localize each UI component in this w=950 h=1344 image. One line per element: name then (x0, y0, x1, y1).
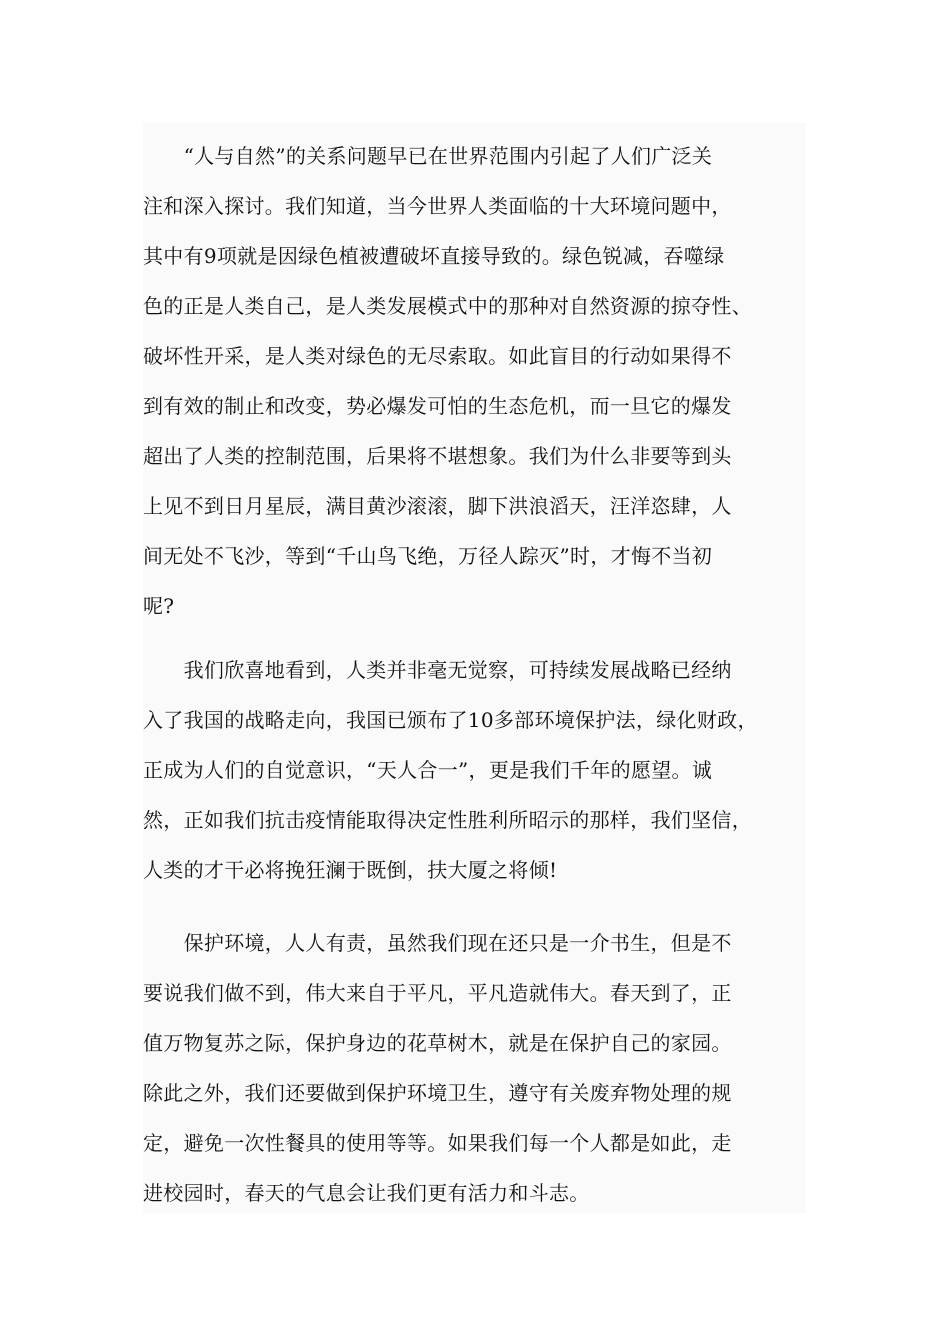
text-line: 间无处不飞沙，等到“千山鸟飞绝，万径人踪灭”时，才悔不当初 (143, 544, 713, 568)
text-line: 上见不到日月星辰，满目黄沙滚滚，脚下洪浪滔天，汪洋恣肆，人 (143, 494, 732, 518)
text-line: 值万物复苏之际，保护身边的花草树木，就是在保护自己的家园。 (143, 1031, 732, 1055)
text-line: 然，正如我们抗击疫情能取得决定性胜利所昭示的那样，我们坚信， (143, 808, 752, 832)
text-block (143, 123, 806, 1213)
text-line: 人类的才干必将挽狂澜于既倒，扶大厦之将倾! (143, 858, 558, 882)
paragraph-3 (143, 918, 732, 1218)
text-line: 正成为人们的自觉意识，“天人合一”，更是我们千年的愿望。诚 (143, 758, 713, 782)
text-line: 除此之外，我们还要做到保护环境卫生，遵守有关废弃物处理的规 (143, 1081, 732, 1105)
text-line: 超出了人类的控制范围，后果将不堪想象。我们为什么非要等到头 (143, 444, 732, 468)
text-line: 其中有9项就是因绿色植被遭破坏直接导致的。绿色锐减，吞噬绿 (143, 244, 725, 268)
text-line: 到有效的制止和改变，势必爆发可怕的生态危机，而一旦它的爆发 (143, 394, 732, 418)
paragraph-2 (143, 645, 758, 895)
text-line: 进校园时，春天的气息会让我们更有活力和斗志。 (143, 1181, 590, 1205)
text-line: “人与自然”的关系问题早已在世界范围内引起了人们广泛关 (143, 144, 713, 168)
text-line: 保护环境，人人有责，虽然我们现在还只是一介书生，但是不 (143, 931, 732, 955)
text-line: 破坏性开采，是人类对绿色的无尽索取。如此盲目的行动如果得不 (143, 344, 732, 368)
text-line: 入了我国的战略走向，我国已颁布了10多部环境保护法，绿化财政， (143, 708, 758, 732)
paragraph-1 (143, 131, 752, 631)
text-line: 色的正是人类自己，是人类发展模式中的那种对自然资源的掠夺性、 (143, 294, 752, 318)
text-line: 我们欣喜地看到，人类并非毫无觉察，可持续发展战略已经纳 (143, 658, 732, 682)
text-line: 呢? (143, 594, 175, 618)
text-line: 要说我们做不到，伟大来自于平凡，平凡造就伟大。春天到了，正 (143, 981, 732, 1005)
text-line: 注和深入探讨。我们知道，当今世界人类面临的十大环境问题中， (143, 194, 732, 218)
text-line: 定，避免一次性餐具的使用等等。如果我们每一个人都是如此，走 (143, 1131, 732, 1155)
